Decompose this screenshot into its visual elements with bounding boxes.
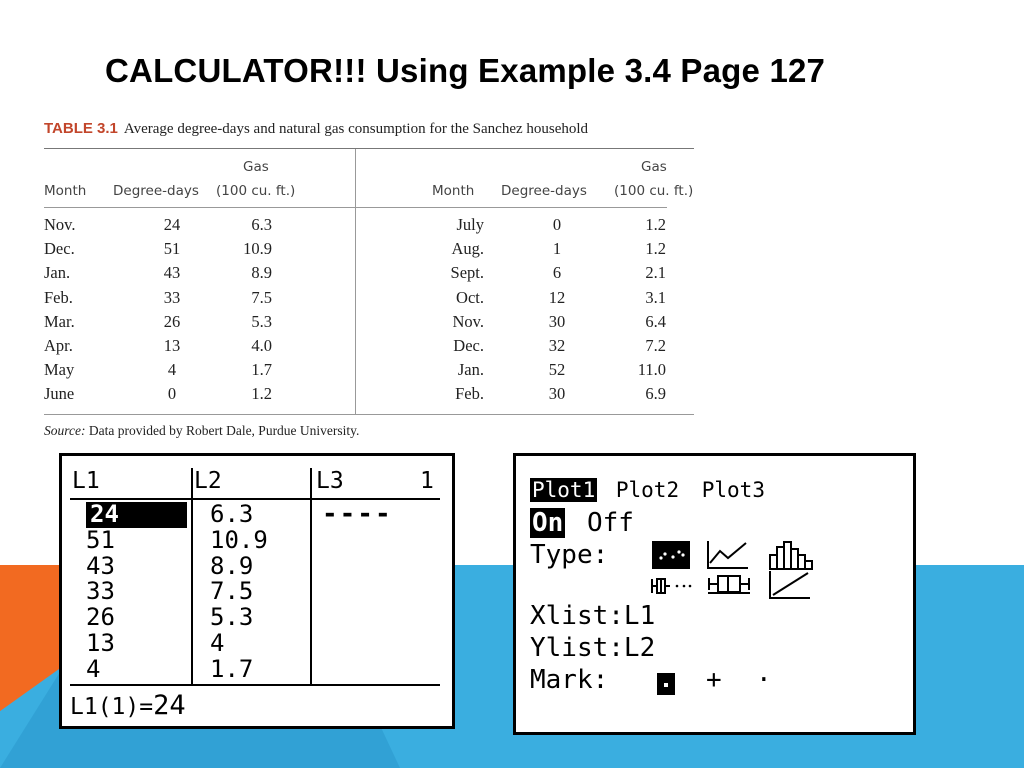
plot1-option[interactable]: Plot1 [532,478,596,502]
list-entry[interactable] [86,579,187,605]
list-divider [310,468,312,686]
table-left-half [44,149,355,414]
table-source [44,423,694,439]
list-entry-value: 33 [86,577,115,606]
type-label: Type: [530,540,609,570]
month-cell: Mar. [44,311,75,331]
table-bottom-rule [44,414,694,415]
month-cell: May [44,360,75,380]
gas-cell: 1.2 [645,239,666,259]
header-degree-days: Degree-days [501,183,587,199]
plot3-option[interactable]: Plot3 [701,478,765,502]
gas-cell: 10.9 [243,239,272,259]
degree-days-cell: 1 [552,239,562,259]
degree-days-cell: 43 [163,263,181,283]
list-entry[interactable] [210,579,268,605]
list-entry[interactable] [210,551,268,580]
header-month: Month [432,183,475,199]
footer-value: 24 [153,690,186,721]
month-cell: Nov. [44,215,76,234]
gas-cell: 11.0 [637,360,666,380]
table-label: TABLE 3.1 [44,120,118,137]
list-entry[interactable] [86,551,187,580]
list-entry[interactable] [210,605,268,631]
list-entry-value: 5.3 [210,603,254,632]
table-header-right [356,149,694,208]
month-cell: Jan. [457,360,484,380]
ylist-value[interactable]: L2 [623,633,656,663]
table-row [44,288,355,312]
table-rows-right [356,208,667,414]
mark-row [530,665,608,695]
on-off-row [530,508,634,538]
month-cell: Jan. [44,263,71,283]
month-cell: June [44,384,75,404]
month-cell: Feb. [455,384,484,404]
month-cell: Oct. [456,287,484,307]
degree-days-cell: 26 [163,311,181,331]
plot2-option[interactable]: Plot2 [615,478,680,502]
month-cell: Apr. [44,335,73,355]
source-text: Data provided by Robert Dale, Purdue University. [88,422,360,438]
header-gas: Gas [243,159,269,175]
table-row [44,239,355,263]
gas-cell: 1.2 [251,384,272,404]
table-row [356,312,667,336]
table-row [356,263,667,287]
list-entry-value: 6.3 [210,500,254,528]
list-entry[interactable] [210,628,268,657]
list-entry-value: 10.9 [210,525,268,554]
month-cell: Dec. [44,239,75,259]
calculator-list-editor-screen [59,453,455,729]
gas-cell: 8.9 [251,263,272,283]
header-gas-units: (100 cu. ft.) [614,183,694,199]
plot-selection-row [530,478,765,502]
list-entry[interactable] [210,525,268,554]
degree-days-cell: 13 [163,335,181,355]
list-entry[interactable] [86,525,187,554]
list-editor-header [70,468,440,500]
gas-cell: 7.5 [251,287,272,307]
degree-days-cell: 32 [548,335,566,355]
table-row [356,288,667,312]
ylist-label: Ylist: [530,633,624,663]
gas-cell: 6.4 [645,311,666,331]
gas-cell: 4.0 [251,335,272,355]
ylist-row [530,633,655,663]
list-entry-value: 7.5 [210,577,254,606]
gas-cell: 3.1 [645,287,666,307]
modified-boxplot-icon[interactable] [648,573,694,599]
gas-cell: 6.3 [251,215,272,234]
list-entry[interactable] [86,654,187,683]
mark-label: Mark: [530,665,609,695]
table-row [44,336,355,360]
list-entry-value: 43 [86,551,115,580]
calculator-stat-plot-screen [513,453,916,735]
list-entry-value: 26 [86,603,115,632]
table-header-left [44,149,355,208]
list-l3-empty: ---- [322,499,393,529]
table-right-half [355,149,694,414]
degree-days-cell: 33 [163,287,181,307]
list-entry-value: 51 [86,525,115,554]
mark-plus-option[interactable]: + [706,665,722,695]
xlist-label: Xlist: [530,601,624,631]
list-entry-value: 4 [86,654,101,683]
list-entry[interactable] [210,654,268,683]
slide-title: CALCULATOR!!! Using Example 3.4 Page 127 [105,52,826,89]
scatter-icon[interactable] [652,541,690,569]
off-option[interactable]: Off [586,508,634,538]
gas-cell: 7.2 [645,335,666,355]
table-row [44,263,355,287]
table-row [44,215,355,239]
source-label: Source: [44,422,86,438]
list-header-l2: L2 [194,468,222,494]
list-entry-value: 1.7 [210,654,254,683]
month-cell: Aug. [451,239,484,259]
table-row [356,239,667,263]
degree-days-cell: 51 [163,239,181,259]
degree-days-cell: 52 [548,360,566,380]
month-cell: Nov. [452,311,484,331]
list-header-number: 1 [420,468,434,494]
list-entry-value: 24 [86,502,187,528]
table-caption [44,120,694,138]
month-cell: Sept. [450,263,484,283]
boxplot-icon[interactable] [706,571,752,599]
degree-days-cell: 24 [163,215,181,234]
table-caption-text: Average degree-days and natural gas consumption for the Sanchez household [123,121,589,137]
on-option[interactable]: On [532,508,564,538]
table-row [356,336,667,360]
gas-cell: 2.1 [645,263,666,283]
data-table [44,120,694,439]
table-row [44,312,355,336]
header-month: Month [44,183,87,199]
mark-box-icon[interactable] [656,672,676,696]
list-editor-footer [70,684,440,721]
list-entry-value: 13 [86,628,115,657]
gas-cell: 1.2 [645,215,666,234]
table-row [356,384,667,408]
list-header-l1: L1 [72,468,100,494]
normal-probability-icon[interactable] [768,569,812,601]
list-entry-value: 8.9 [210,551,254,580]
xyline-icon[interactable] [706,539,750,571]
table-rows-left [44,208,355,414]
table-row [356,360,667,384]
header-gas-units: (100 cu. ft.) [216,183,296,199]
header-degree-days: Degree-days [113,183,199,199]
gas-cell: 1.7 [251,360,272,380]
list-entry[interactable] [210,502,268,528]
mark-dot-option[interactable]: · [756,665,772,695]
degree-days-cell: 0 [167,384,177,404]
gas-cell: 6.9 [645,384,666,404]
degree-days-cell: 6 [552,263,562,283]
month-cell: Dec. [453,335,484,355]
histogram-icon[interactable] [768,539,814,571]
xlist-row [530,601,655,631]
degree-days-cell: 0 [552,215,562,234]
gas-cell: 5.3 [251,311,272,331]
xlist-value[interactable]: L1 [623,601,656,631]
month-cell: July [456,215,484,234]
list-l2-column [210,502,268,683]
month-cell: Feb. [44,287,73,307]
list-header-l3: L3 [316,468,344,494]
degree-days-cell: 4 [167,360,177,380]
list-entry[interactable] [86,628,187,657]
list-entry-value: 4 [210,628,225,657]
list-entry[interactable] [86,605,187,631]
table-row [44,384,355,408]
table-row [44,360,355,384]
degree-days-cell: 30 [548,384,566,404]
list-divider [191,468,193,686]
degree-days-cell: 30 [548,311,566,331]
list-entry[interactable] [86,502,187,528]
degree-days-cell: 12 [548,287,566,307]
list-l1-column [86,502,187,683]
header-gas: Gas [641,159,667,175]
footer-label: L1(1)= [70,694,154,720]
table-row [356,215,667,239]
